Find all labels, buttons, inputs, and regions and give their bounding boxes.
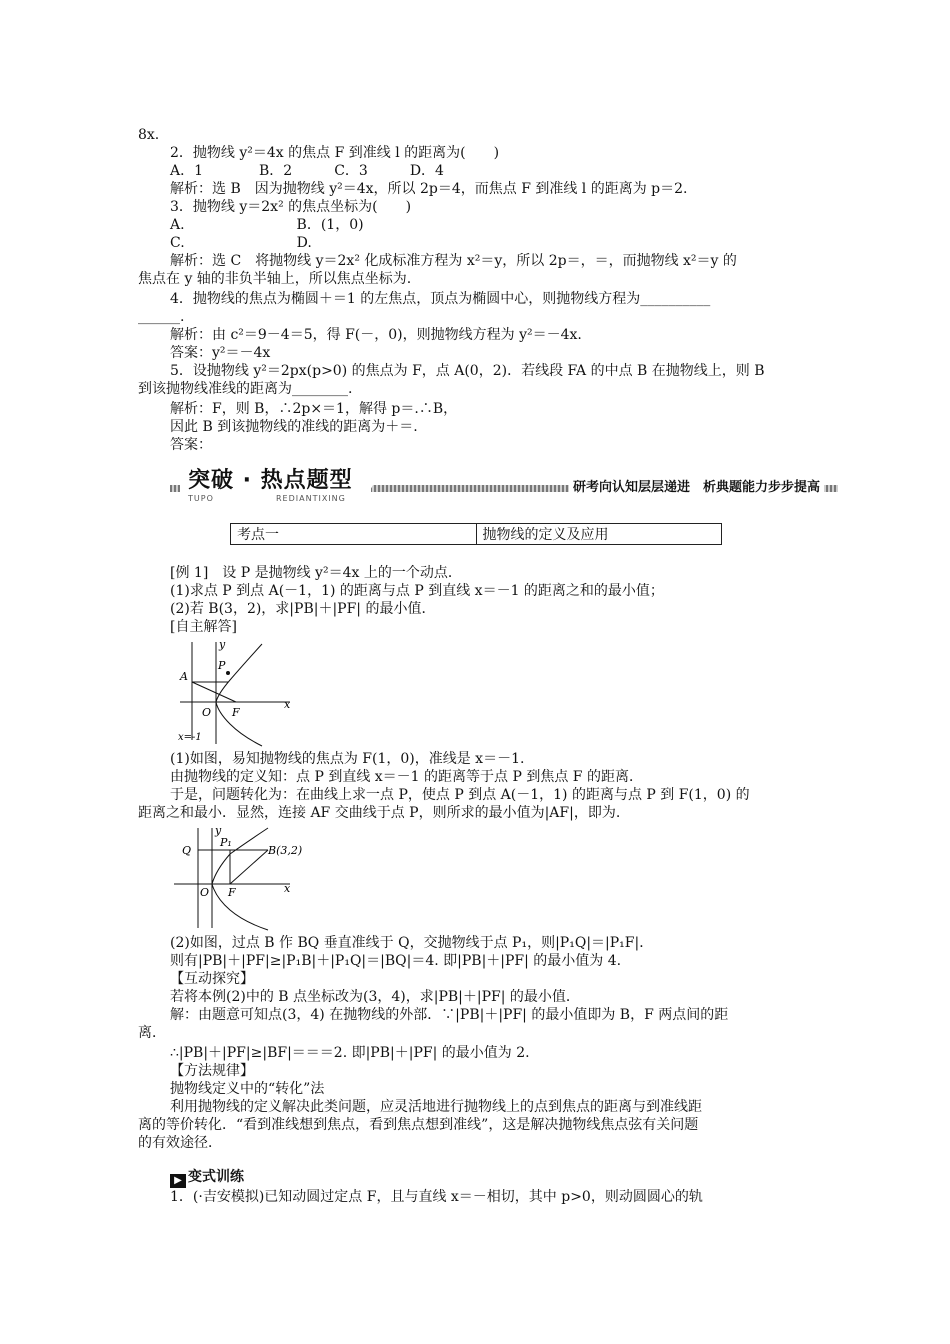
label-f: F <box>228 886 236 899</box>
label-f: F <box>232 706 240 719</box>
section-banner <box>170 468 838 502</box>
variant-training-heading <box>170 1166 244 1188</box>
text-line: A. B．(1，0) <box>170 217 364 233</box>
parabola-figure-1 <box>172 636 296 748</box>
play-icon: ▶ <box>170 1174 186 1188</box>
text-line: 离的等价转化．“看到准线想到焦点，看到焦点想到准线”，这是解决抛物线焦点弦有关问题 <box>138 1117 699 1133</box>
text-line: 4．抛物线的焦点为椭圆＋＝1 的左焦点，顶点为椭圆中心，则抛物线方程为__________ <box>170 291 711 307</box>
segment-fb <box>230 850 268 884</box>
text-line: 5．设抛物线 y²＝2px(p>0) 的焦点为 F，点 A(0，2)．若线段 FA 的中点 B 在抛物线上，则 B <box>170 363 765 379</box>
text-line: ______. <box>138 309 185 325</box>
text-line: 由抛物线的定义知：点 P 到直线 x＝－1 的距离等于点 P 到焦点 F 的距离． <box>170 769 643 785</box>
variant-training-label: 变式训练 <box>188 1169 244 1185</box>
text-line: 【互动探究】 <box>170 971 254 987</box>
label-a: A <box>180 670 188 683</box>
text-line: 解析：选 B 因为抛物线 y²＝4x，所以 2p＝4，而焦点 F 到准线 l 的距离为 p＝2. <box>170 181 688 197</box>
text-line: (2)如图，过点 B 作 BQ 垂直准线于 Q，交抛物线于点 P₁，则|P₁Q|＝|P₁F|． <box>170 935 654 951</box>
text-line: 到该抛物线准线的距离为________. <box>138 381 353 397</box>
text-line: A．1 B．2 C．3 D．4 <box>170 163 444 179</box>
parabola-figure-2 <box>172 824 303 932</box>
topic-table <box>230 523 722 545</box>
text-line: 的有效途径． <box>138 1135 222 1151</box>
banner-title-edge <box>366 468 388 494</box>
label-x: x <box>284 698 291 711</box>
text-line: 离． <box>138 1025 166 1041</box>
label-p1: P₁ <box>220 836 232 849</box>
text-line: 因此 B 到该抛物线的准线的距离为＋＝. <box>170 419 418 435</box>
text-line: 1．(·吉安模拟)已知动圆过定点 F，且与直线 x＝－相切，其中 p>0，则动圆圆心的轨 <box>170 1189 703 1205</box>
text-line: 则有|PB|＋|PF|≥|P₁B|＋|P₁Q|＝|BQ|＝4. 即|PB|＋|PF| 的最小值为 4. <box>170 953 622 969</box>
label-directrix: x=-1 <box>178 732 202 743</box>
text-line: 【方法规律】 <box>170 1063 254 1079</box>
text-line: 距离之和最小．显然，连接 AF 交曲线于点 P，则所求的最小值为|AF|，即为. <box>138 805 621 821</box>
banner-motto: 研考向认知层层递进 析典题能力步步提高 <box>569 476 824 495</box>
label-o: O <box>202 706 212 719</box>
label-y: y <box>219 638 226 651</box>
topic-title: 抛物线的定义及应用 <box>476 524 722 545</box>
text-line: 解：由题意可知点(3，4) 在抛物线的外部．∵|PB|＋|PF| 的最小值即为 B，F 两点间的距 <box>170 1007 729 1023</box>
text-line: (2)若 B(3，2)，求|PB|＋|PF| 的最小值． <box>170 601 436 617</box>
text-line: 解析：由 c²＝9－4＝5，得 F(－，0)，则抛物线方程为 y²＝－4x. <box>170 327 582 343</box>
segment-af <box>192 682 236 702</box>
label-o: O <box>200 886 210 899</box>
text-line: C. D. <box>170 235 312 251</box>
banner-title: 突破 · 热点题型 <box>180 468 371 494</box>
text-line: 3．抛物线 y＝2x² 的焦点坐标为( ) <box>170 199 412 215</box>
topic-label: 考点一 <box>231 524 477 545</box>
text-line: 利用抛物线的定义解决此类问题，应灵活地进行抛物线上的点到焦点的距离与到准线距 <box>170 1099 702 1115</box>
text-line: 2．抛物线 y²＝4x 的焦点 F 到准线 l 的距离为( ) <box>170 145 500 161</box>
label-q: Q <box>182 844 192 857</box>
text-line: 抛物线定义中的“转化”法 <box>170 1081 325 1097</box>
text-line: 焦点在 y 轴的非负半轴上，所以焦点坐标为. <box>138 271 412 287</box>
text-line: 8x. <box>138 127 160 143</box>
banner-pinyin-right: REDIANTIXING <box>276 494 346 503</box>
text-line: 解析：F，则 B，∴2p×＝1，解得 p＝.∴B， <box>170 401 458 417</box>
banner-pinyin-left: TUPO <box>188 494 214 503</box>
text-line: (1)如图，易知抛物线的焦点为 F(1，0)，准线是 x＝－1. <box>170 751 525 767</box>
point-p <box>226 671 230 675</box>
text-line: 于是，问题转化为：在曲线上求一点 P，使点 P 到点 A(－1，1) 的距离与点 P 到 F(1，0) 的 <box>170 787 750 803</box>
text-line: (1)求点 P 到点 A(－1，1) 的距离与点 P 到直线 x＝－1 的距离之和的最小值； <box>170 583 664 599</box>
text-line: ∴|PB|＋|PF|≥|BF|＝＝＝2. 即|PB|＋|PF| 的最小值为 2. <box>170 1045 530 1061</box>
text-line: 解析：选 C 将抛物线 y＝2x² 化成标准方程为 x²＝y，所以 2p＝，＝，而抛物线 x²＝y 的 <box>170 253 737 269</box>
label-x: x <box>284 882 291 895</box>
text-line: 若将本例(2)中的 B 点坐标改为(3，4)，求|PB|＋|PF| 的最小值． <box>170 989 580 1005</box>
label-p: P <box>218 659 226 672</box>
text-line: 答案：y²＝－4x <box>170 345 271 361</box>
text-line: [自主解答] <box>170 619 237 635</box>
text-line: [例 1] 设 P 是抛物线 y²＝4x 上的一个动点． <box>170 565 462 581</box>
text-line: 答案： <box>170 437 212 453</box>
label-y: y <box>215 824 222 837</box>
label-b: B(3,2) <box>268 844 303 857</box>
